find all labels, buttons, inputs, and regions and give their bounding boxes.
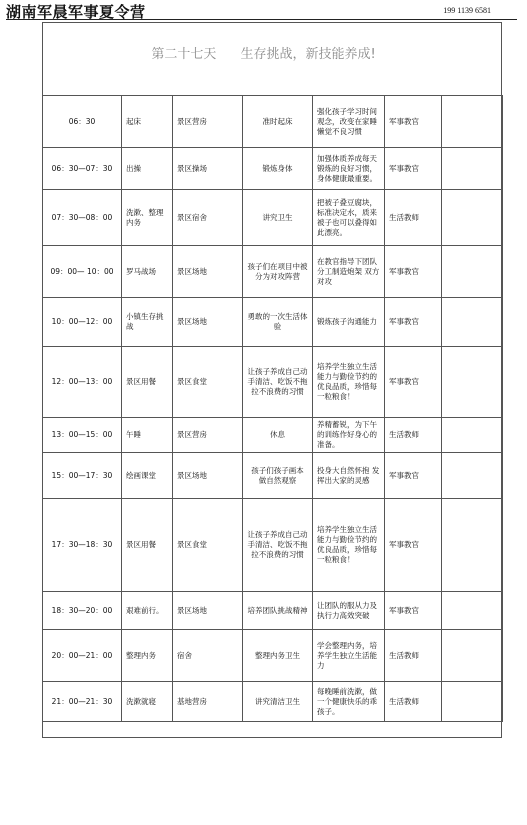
teacher-cell: 军事教官 [385, 347, 442, 418]
activity-cell: 罗马战场 [122, 246, 173, 298]
teacher-cell: 生活教师 [385, 630, 442, 682]
activity-cell: 小镇生存挑战 [122, 298, 173, 347]
activity-cell: 午睡 [122, 418, 173, 453]
meaning-cell: 养精蓄锐，为下午的训练作好身心的准备。 [313, 418, 385, 453]
empty-cell [442, 190, 503, 246]
teacher-cell: 生活教师 [385, 418, 442, 453]
empty-cell [442, 682, 503, 722]
table-row [43, 682, 503, 722]
table-row [43, 246, 503, 298]
day-title [0, 43, 527, 62]
empty-cell [442, 592, 503, 630]
table-row [43, 190, 503, 246]
activity-cell: 出操 [122, 148, 173, 190]
table-row [43, 453, 503, 499]
goal-cell: 培养团队挑战精神 [243, 592, 313, 630]
empty-cell [442, 246, 503, 298]
activity-cell: 绘画课堂 [122, 453, 173, 499]
time-cell: 20：00—21：00 [43, 630, 122, 682]
location-cell: 景区场地 [173, 298, 243, 347]
table-row [43, 96, 503, 148]
location-cell: 景区场地 [173, 592, 243, 630]
time-cell: 12：00—13：00 [43, 347, 122, 418]
table-row [43, 148, 503, 190]
time-cell: 17：30—18：30 [43, 499, 122, 592]
table-row [43, 298, 503, 347]
teacher-cell: 生活教师 [385, 190, 442, 246]
goal-cell: 勇敢的一次生活体验 [243, 298, 313, 347]
table-row [43, 418, 503, 453]
teacher-cell: 军事教官 [385, 298, 442, 347]
meaning-cell: 锻炼孩子沟通能力 [313, 298, 385, 347]
location-cell: 景区营房 [173, 418, 243, 453]
time-cell: 09：00— 10：00 [43, 246, 122, 298]
schedule-table [42, 95, 503, 722]
header-divider [6, 19, 517, 20]
meaning-cell: 投身大自然怀抱 发挥出大家的灵感 [313, 453, 385, 499]
meaning-cell: 把被子叠豆腐块，标准决定水，质来被子也可以叠得如此漂亮。 [313, 190, 385, 246]
goal-cell: 孩子们在项目中被分为对攻阵营 [243, 246, 313, 298]
header-phone: 199 1139 6581 [443, 6, 491, 15]
meaning-cell: 培养学生独立生活能力与勤俭节约的优良品质，珍惜每一粒粮食！ [313, 347, 385, 418]
activity-cell: 洗漱、整理内务 [122, 190, 173, 246]
header-title: 湖南军晨军事夏令营 [6, 3, 146, 21]
meaning-cell: 在教官指导下团队分工制造炮架 双方对攻 [313, 246, 385, 298]
teacher-cell: 军事教官 [385, 453, 442, 499]
location-cell: 基地营房 [173, 682, 243, 722]
table-row [43, 592, 503, 630]
time-cell: 15：00—17：30 [43, 453, 122, 499]
location-cell: 景区场地 [173, 453, 243, 499]
goal-cell: 准时起床 [243, 96, 313, 148]
time-cell: 06：30 [43, 96, 122, 148]
location-cell: 景区食堂 [173, 347, 243, 418]
time-cell: 10：00—12：00 [43, 298, 122, 347]
time-cell: 18：30—20：00 [43, 592, 122, 630]
day-label: 第二十七天 [151, 47, 217, 62]
teacher-cell: 军事教官 [385, 499, 442, 592]
table-row [43, 630, 503, 682]
empty-cell [442, 630, 503, 682]
location-cell: 景区营房 [173, 96, 243, 148]
teacher-cell: 军事教官 [385, 246, 442, 298]
time-cell: 07：30—08：00 [43, 190, 122, 246]
goal-cell: 让孩子养成自己动手清洁、吃饭不拖拉不浪费的习惯 [243, 499, 313, 592]
teacher-cell: 军事教官 [385, 592, 442, 630]
goal-cell: 整理内务卫生 [243, 630, 313, 682]
empty-cell [442, 418, 503, 453]
location-cell: 景区场地 [173, 246, 243, 298]
empty-cell [442, 499, 503, 592]
goal-cell: 讲究清洁卫生 [243, 682, 313, 722]
activity-cell: 洗漱就寝 [122, 682, 173, 722]
teacher-cell: 军事教官 [385, 96, 442, 148]
goal-cell: 讲究卫生 [243, 190, 313, 246]
meaning-cell: 学会整理内务，培养学生独立生活能力 [313, 630, 385, 682]
empty-cell [442, 347, 503, 418]
empty-cell [442, 453, 503, 499]
meaning-cell: 加强体质养成每天锻炼的良好习惯，身体健康最重要。 [313, 148, 385, 190]
location-cell: 景区食堂 [173, 499, 243, 592]
empty-cell [442, 298, 503, 347]
meaning-cell: 强化孩子学习时间观念，改变在家睡懒觉不良习惯 [313, 96, 385, 148]
empty-cell [442, 96, 503, 148]
teacher-cell: 生活教师 [385, 682, 442, 722]
activity-cell: 景区用餐 [122, 499, 173, 592]
goal-cell: 孩子们孩子画本 做自然观察 [243, 453, 313, 499]
activity-cell: 景区用餐 [122, 347, 173, 418]
goal-cell: 休息 [243, 418, 313, 453]
meaning-cell: 每晚睡前洗漱，做一个健康快乐的乖孩子。 [313, 682, 385, 722]
activity-cell: 起床 [122, 96, 173, 148]
table-row [43, 347, 503, 418]
day-theme: 生存挑战，新技能养成! [240, 47, 376, 62]
activity-cell: 艰难前行。 [122, 592, 173, 630]
goal-cell: 让孩子养成自己动手清洁、吃饭不拖拉不浪费的习惯 [243, 347, 313, 418]
empty-cell [442, 148, 503, 190]
location-cell: 景区操场 [173, 148, 243, 190]
meaning-cell: 培养学生独立生活能力与勤俭节约的优良品质，珍惜每一粒粮食！ [313, 499, 385, 592]
location-cell: 宿舍 [173, 630, 243, 682]
time-cell: 06：30—07：30 [43, 148, 122, 190]
table-row [43, 499, 503, 592]
time-cell: 21：00—21：30 [43, 682, 122, 722]
goal-cell: 锻炼身体 [243, 148, 313, 190]
time-cell: 13：00—15：00 [43, 418, 122, 453]
teacher-cell: 军事教官 [385, 148, 442, 190]
activity-cell: 整理内务 [122, 630, 173, 682]
location-cell: 景区宿舍 [173, 190, 243, 246]
meaning-cell: 让团队的服从力及执行力高效突破 [313, 592, 385, 630]
